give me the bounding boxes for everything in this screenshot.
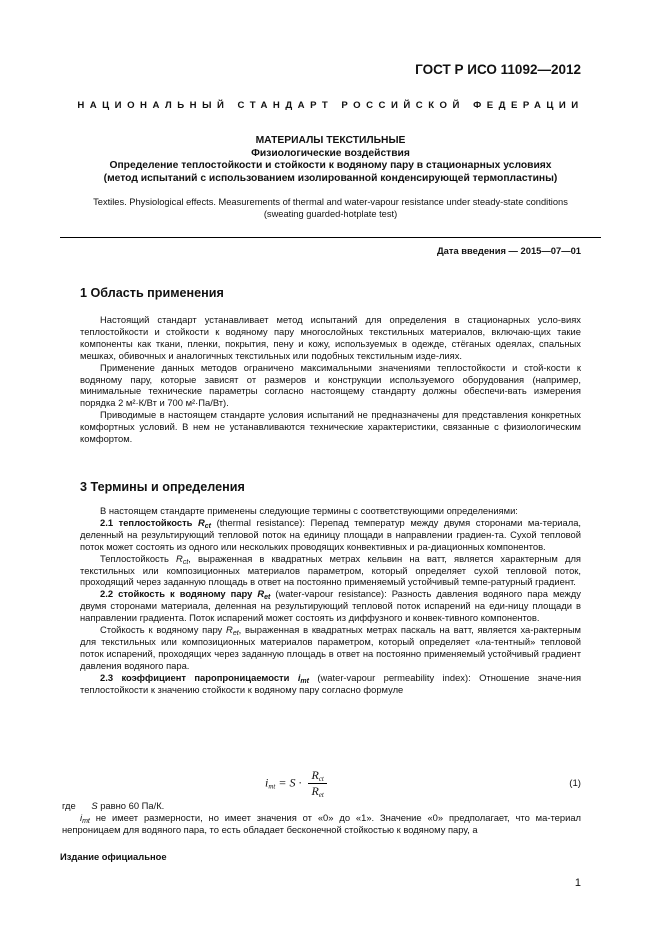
official-edition-label: Издание официальное bbox=[60, 851, 167, 862]
document-title bbox=[60, 135, 601, 185]
standard-code: ГОСТ Р ИСО 11092—2012 bbox=[415, 62, 581, 77]
title-line-1: МАТЕРИАЛЫ ТЕКСТИЛЬНЫЕ bbox=[255, 135, 406, 146]
section-1-paragraph-2: Применение данных методов ограничено максимальными значениями теплостойкости и стой-кости к водяному пару, которые зависят от размеров и конструкции используемого оборудования (например, минимальные технические параметры согласно настоящему стандарту должны обеспечи-вать измерения порядка 2 м²·К/Вт и 700 м²·Па/Вт). bbox=[80, 361, 581, 409]
title-line-4: (метод испытаний с использованием изолированной конденсирующей термопластины) bbox=[103, 172, 558, 184]
term-2-1: 2.1 теплостойкость $R_{ct}$ (thermal resistance): Перепад температур между двумя сторонами ма-териала, деленный на результирующий тепловой поток на единицу площади в направлении градиен-та. Сухой тепловой поток может состоять из одного или нескольких проводящих конвективных и ра-диационных компонентов. bbox=[80, 516, 582, 552]
term-2-1-note: Теплостойкость $R_{ct}$, выраженная в квадратных метрах кельвин на ватт, является характерным для текстильных или композиционных материалов параметром, который определяет сухой тепловой поток, проходящий через заданную площадь в ответ на постоянно применяемый устойчивый темпе-ратурный градиент. bbox=[80, 552, 581, 588]
term-thermal-resistance: теплостойкость bbox=[118, 516, 193, 528]
section-1-paragraph-3: Приводимые в настоящем стандарте условия испытаний не предназначены для представления конкретных комфортных условий. В нем не устанавливаются технические характеристики, связанные с физиологическим комфортом. bbox=[80, 409, 581, 445]
english-title-line-1: Textiles. Physiological effects. Measurements of thermal and water-vapour resistance under steady-state conditions bbox=[93, 197, 568, 207]
title-line-3: Определение теплостойкости и стойкости к водяному пару в стационарных условиях bbox=[109, 160, 552, 171]
introduction-date: Дата введения — 2015—07—01 bbox=[436, 245, 581, 256]
national-standard-banner: НАЦИОНАЛЬНЫЙ СТАНДАРТ РОССИЙСКОЙ ФЕДЕРАЦИИ bbox=[77, 100, 584, 111]
equation-number: (1) bbox=[569, 778, 581, 789]
english-title-line-2: (sweating guarded-hotplate test) bbox=[263, 209, 398, 219]
term-water-vapour-permeability-index: коэффициент паропроницаемости bbox=[121, 671, 290, 683]
term-water-vapour-resistance: стойкость к водяному пару bbox=[118, 588, 253, 600]
formula-fraction: $\frac{R_{ct}}{R_{et}}$ bbox=[308, 768, 326, 799]
section-1-heading: 1 Область применения bbox=[80, 286, 224, 300]
section-3-body bbox=[80, 505, 581, 696]
term-2-3: 2.3 коэффициент паропроницаемости $i_{mt}$ (water-vapour permeability index): Отношение значе-ния теплостойкости к значению стойкости к водяному пару согласно формуле bbox=[80, 671, 582, 695]
title-divider bbox=[60, 237, 601, 238]
index-description: $i_{mt}$ не имеет размерности, но имеет значения от «0» до «1». Значение «0» предполагает, что ма-териал непроницаем для водяного пара, то есть обладает бесконечной стойкостью к водяному пару, а bbox=[62, 811, 581, 835]
term-2-2-note: Стойкость к водяному пару $R_{et}$, выраженная в квадратных метрах паскаль на ватт, является ха-рактерным для текстильных или композиционных материалов параметром, который определяет «ла-тентный» тепловой поток испарений, проходящих через заданную площадь в ответ на постоянно применяемый устойчивый градиент давления водяного пара. bbox=[80, 624, 581, 671]
english-title bbox=[60, 196, 601, 220]
section-3-heading: 3 Термины и определения bbox=[80, 480, 245, 494]
term-2-2: 2.2 стойкость к водяному пару $R_{et}$ (water-vapour resistance): Разность давления водяного пара между двумя сторонами материала, деленная на результирующий тепловой поток испарений на еди-ницу площади в направлении градиента. Поток испарений может состоять из диффузного и конвек-тивного компонентов. bbox=[80, 588, 581, 624]
formula-1: $i_{mt} = S$ · $\frac{R_{ct}}{R_{et}}$ bbox=[265, 768, 327, 799]
title-line-2: Физиологические воздействия bbox=[251, 147, 410, 159]
where-line: где S равно 60 Па/К. bbox=[62, 800, 165, 811]
section-1-paragraph-1: Настоящий стандарт устанавливает метод испытаний для определения в стационарных усло-виях теплостойкости и стойкости к водяному пару многослойных текстильных материалов, включаю-щих такие компоненты как ткани, пленки, покрытия, пену и кожу, используемых в одежде, стёганых одеялах, спальных мешках, обивочных и аналогичных текстильных или подобных текстильным изде-лиях. bbox=[80, 314, 581, 361]
section-1-body bbox=[80, 314, 581, 445]
formula-explanation bbox=[62, 800, 581, 836]
page-number: 1 bbox=[574, 877, 581, 889]
section-3-intro: В настоящем стандарте применены следующие термины с соответствующими определениями: bbox=[100, 505, 518, 516]
